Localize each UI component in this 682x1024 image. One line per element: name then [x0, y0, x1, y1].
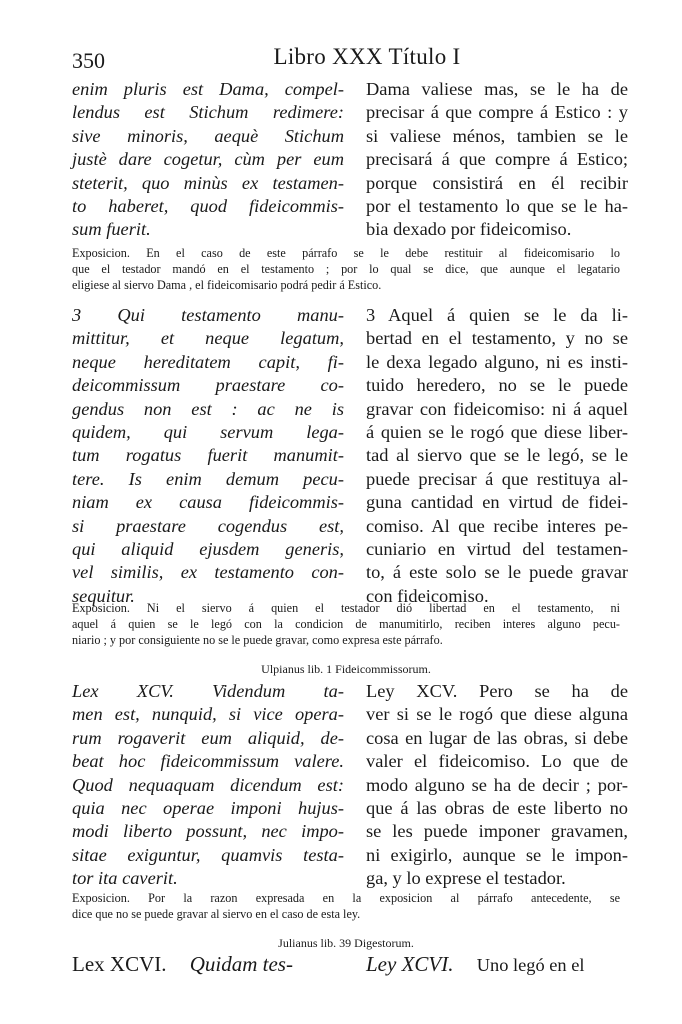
spanish-line: Ley XCV. Pero se ha de [366, 681, 628, 701]
running-head: Libro XXX Título I [273, 44, 461, 69]
spanish-column [366, 78, 628, 242]
exposicion-line: dice que no se puede gravar al siervo en el caso de esta ley. [72, 907, 361, 922]
exposicion-line: Exposicion. Por la razon expresada en la exposicion al párrafo antecedente, se [72, 891, 620, 905]
block-4 [72, 952, 628, 977]
latin-line: si praestare cogendus est, [72, 515, 344, 536]
spanish-line: guna cantidad en virtud de fidei- [366, 492, 628, 513]
latin-line: tere. Is enim demum pecu- [72, 468, 344, 489]
spanish-column [366, 304, 628, 608]
latin-line: sitae exiguntur, quamvis testa- [72, 844, 344, 865]
latin-line: justè dare cogetur, cùm per eum [72, 149, 344, 170]
latin-line: steterit, quo minùs ex testamen- [72, 172, 344, 193]
exposicion-2 [72, 600, 620, 649]
spanish-line: Dama valiese mas, se le ha de [366, 79, 628, 99]
exposicion-line: que el testador mandó en el testamento ; por lo qual se dice, que aunque el legatario [72, 262, 620, 277]
exposicion-line: Exposicion. Ni el siervo á quien el testador dió libertad en el testamento, ni [72, 601, 620, 615]
latin-line: quia nec operae imponi hujus- [72, 798, 344, 819]
spanish-line: ver si se le rogó que diese alguna [366, 704, 628, 725]
exposicion-3 [72, 890, 620, 922]
latin-line: 3 Qui testamento manu- [72, 305, 344, 325]
spanish-line: gravar con fideicomiso: ni á aquel [366, 398, 628, 419]
latin-line: sive minoris, aequè Stichum [72, 125, 344, 146]
spanish-line: to, á este solo se le puede gravar [366, 562, 628, 583]
latin-column [72, 304, 344, 608]
spanish-line: precisará á que compre á Estico; [366, 149, 628, 170]
exposicion-1 [72, 245, 620, 294]
latin-line: enim pluris est Dama, compel- [72, 79, 344, 99]
latin-line: vel similis, ex testamento con- [72, 562, 344, 583]
source-citation-1: Ulpianus lib. 1 Fideicommissorum. [261, 662, 431, 676]
latin-column [72, 952, 344, 977]
exposicion-line: eligiese al siervo Dama , el fideicomisario podrá pedir á Estico. [72, 278, 382, 293]
latin-line: Lex XCV. Videndum ta- [72, 681, 344, 701]
latin-line: tum rogatus fuerit manumit- [72, 445, 344, 466]
spanish-line: le dexa legado alguno, ni es insti- [366, 351, 628, 372]
latin-line: beat hoc fideicommissum valere. [72, 751, 344, 772]
spanish-line: tuido heredero, no se le puede [366, 375, 628, 396]
block-2 [72, 304, 628, 608]
latin-line: Quidam tes- [189, 952, 293, 976]
page-number: 350 [72, 48, 105, 73]
spanish-line: modo alguno se ha de decir ; por- [366, 774, 628, 795]
spanish-line: por el testamento lo que se le ha- [366, 196, 628, 217]
spanish-line: con fideicomiso. [366, 585, 489, 606]
exposicion-line: Exposicion. En el caso de este párrafo se le debe restituir al fideicomisario lo [72, 246, 620, 260]
spanish-line: ni exigirlo, aunque se le impon- [366, 844, 628, 865]
block-3 [72, 680, 628, 891]
latin-line: lendus est Stichum redimere: [72, 102, 344, 123]
latin-line: deicommissum praestare co- [72, 375, 344, 396]
latin-line: sequitur. [72, 585, 135, 606]
latin-line: qui aliquid ejusdem generis, [72, 539, 344, 560]
latin-column [72, 78, 344, 242]
spanish-line: cosa en lugar de las obras, si debe [366, 727, 628, 748]
spanish-line: tad al siervo que se le legó, se le [366, 445, 628, 466]
latin-line: sum fuerit. [72, 219, 151, 240]
latin-line: niam ex causa fideicommis- [72, 492, 344, 513]
exposicion-line: aquel á quien se le legó con la condicion de manumitirlo, reciben interes alguno pecu- [72, 617, 620, 632]
spanish-line: puede precisar á que restituya al- [366, 468, 628, 489]
latin-line: mittitur, et neque legatum, [72, 328, 344, 349]
block-1 [72, 78, 628, 242]
latin-line: modi liberto possunt, nec impo- [72, 821, 344, 842]
latin-line: gendus non est : ac ne is [72, 398, 344, 419]
spanish-line: comiso. Al que recibe interes pe- [366, 515, 628, 536]
latin-line: to haberet, quod fideicommis- [72, 196, 344, 217]
ley-heading: Ley XCVI. [366, 952, 454, 976]
spanish-line: si valiese ménos, tambien se le [366, 125, 628, 146]
latin-line: quidem, qui servum lega- [72, 422, 344, 443]
spanish-line: Uno legó en el [476, 955, 585, 975]
spanish-line: porque consistirá en él recibir [366, 172, 628, 193]
spanish-line: valer el fideicomiso. Lo que de [366, 751, 628, 772]
page-header [72, 44, 622, 74]
spanish-line: 3 Aquel á quien se le da li- [366, 305, 628, 325]
lex-heading: Lex XCVI. [72, 952, 167, 976]
latin-column [72, 680, 344, 891]
latin-line: men est, nunquid, si vice opera- [72, 704, 344, 725]
spanish-line: bertad en el testamento, y no se [366, 328, 628, 349]
latin-line: Quod nequaquam dicendum est: [72, 774, 344, 795]
spanish-line: á quien se le rogó que diese liber- [366, 422, 628, 443]
spanish-column [356, 952, 628, 977]
spanish-column [366, 680, 628, 891]
spanish-line: ga, y lo exprese el testador. [366, 868, 566, 889]
spanish-line: se les puede imponer gravamen, [366, 821, 628, 842]
exposicion-line: niario ; y por consiguiente no se le puede gravar, como expresa este párrafo. [72, 633, 443, 648]
spanish-line: precisar á que compre á Estico : y [366, 102, 628, 123]
latin-line: neque hereditatem capit, fi- [72, 351, 344, 372]
latin-line: rum rogaverit eum aliquid, de- [72, 727, 344, 748]
spanish-line: bia dexado por fideicomiso. [366, 219, 572, 240]
spanish-line: que á las obras de este liberto no [366, 798, 628, 819]
spanish-line: cuniario en virtud del testamen- [366, 539, 628, 560]
latin-line: tor ita caverit. [72, 868, 178, 889]
source-citation-2: Julianus lib. 39 Digestorum. [278, 936, 414, 950]
